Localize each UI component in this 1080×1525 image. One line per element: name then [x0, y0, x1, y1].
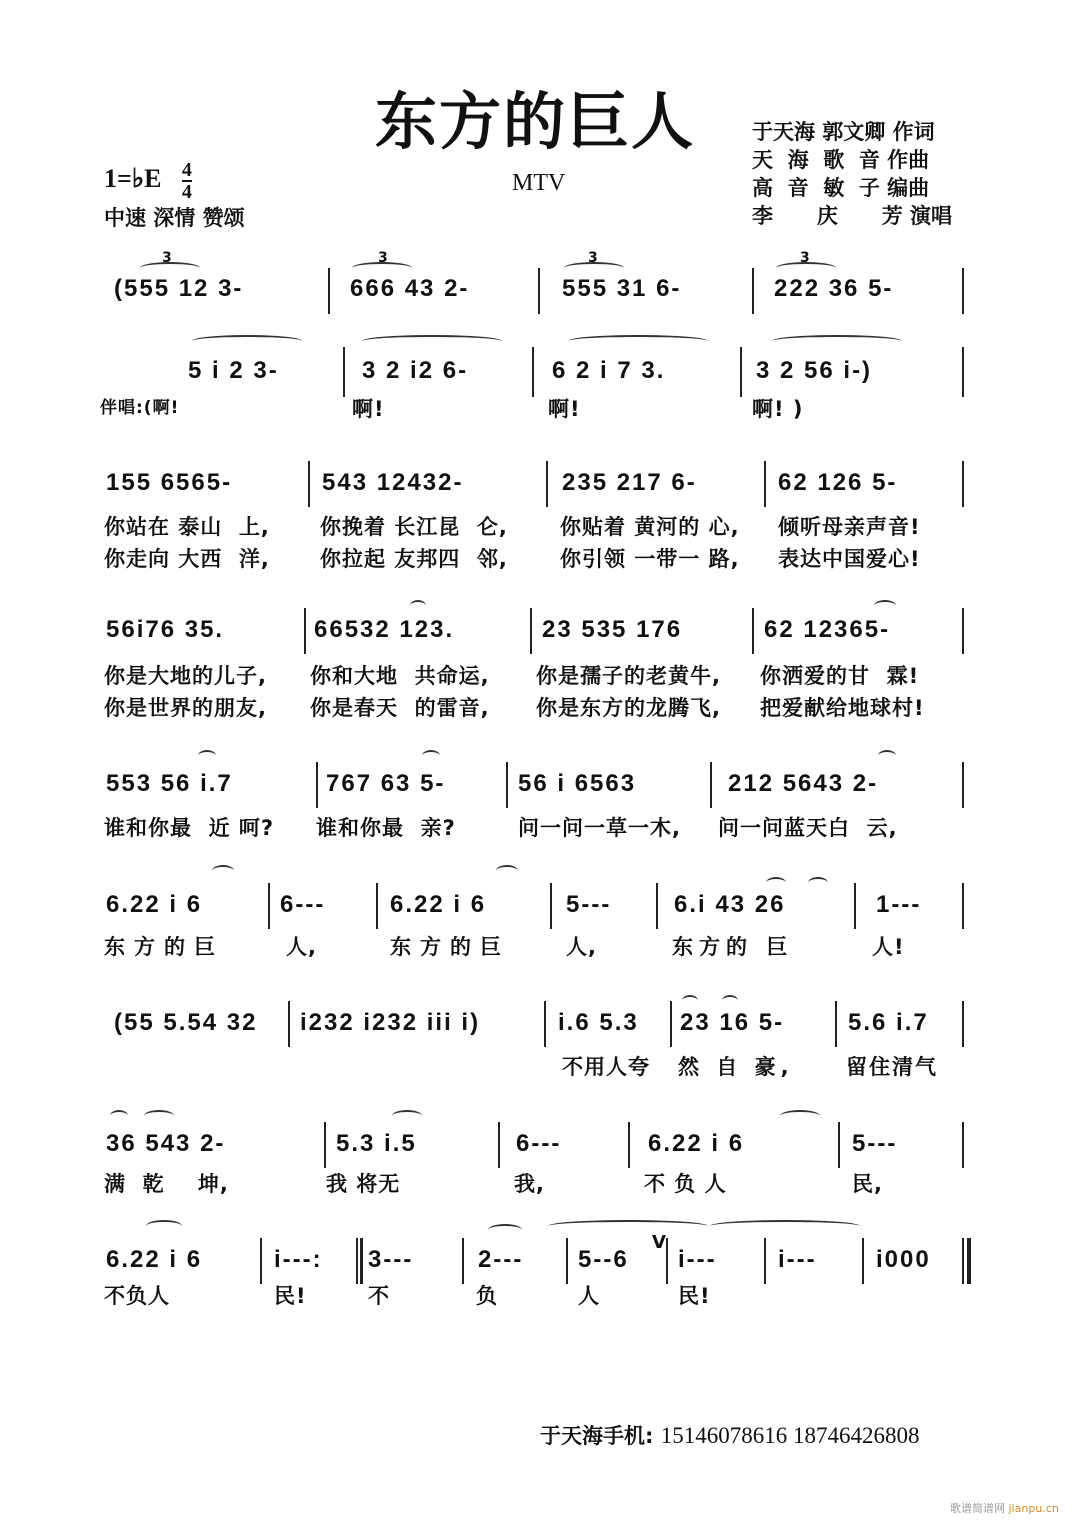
- credit-arranger: 高 音 敏 子 编曲: [752, 176, 930, 200]
- lyric: 谁和你最 近 呵?: [104, 816, 275, 840]
- slur: [352, 262, 412, 274]
- bar-line: [752, 608, 754, 654]
- bar-line: [532, 347, 534, 397]
- measure: 543 12432-: [322, 469, 464, 496]
- score-row-6: [100, 865, 980, 965]
- measure: 23 535 176: [542, 616, 683, 643]
- bar-line: [308, 461, 310, 507]
- bar-line: [962, 1122, 964, 1168]
- lyric: 谁和你最 亲?: [316, 816, 456, 840]
- slur: [776, 262, 836, 274]
- lyric: 民,: [852, 1172, 883, 1196]
- lyric: 民!: [678, 1284, 711, 1308]
- lyric: 表达中国爱心!: [778, 547, 921, 571]
- bar-line: [962, 347, 964, 397]
- measure: 62 12365-: [764, 616, 891, 643]
- measure: 5.3 i.5: [336, 1130, 417, 1157]
- triplet-mark: 3: [588, 250, 598, 266]
- slur: [878, 750, 896, 762]
- lyric: 你是孺子的老黄牛,: [536, 664, 721, 688]
- measure: 3 2 56 i-): [756, 357, 873, 384]
- measure: 6---: [516, 1130, 562, 1157]
- measure: i232 i232 iii i): [300, 1009, 481, 1036]
- slur: [392, 1110, 422, 1122]
- lyric: 你和大地 共命运,: [310, 664, 490, 688]
- bar-line: [764, 1238, 766, 1284]
- lyric: 满 乾 坤,: [104, 1172, 229, 1196]
- watermark: [950, 1500, 1059, 1516]
- slur: [710, 1220, 860, 1232]
- key-signature: [104, 160, 192, 202]
- final-barline-thick: [967, 1238, 971, 1284]
- measure: i---:: [274, 1246, 323, 1273]
- bar-line: [962, 883, 964, 929]
- slur: [410, 600, 426, 612]
- credit-composer: 天 海 歌 音 作曲: [752, 148, 930, 172]
- bar-line: [268, 883, 270, 929]
- bar-line: [752, 268, 754, 314]
- bar-line: [962, 608, 964, 654]
- bar-line: [962, 268, 964, 314]
- score-row-1: [100, 250, 980, 320]
- bar-line: [260, 1238, 262, 1284]
- slur: [548, 1220, 708, 1232]
- measure: (555 12 3-: [114, 275, 244, 302]
- lyric: 倾听母亲声音!: [778, 515, 921, 539]
- slur: [146, 1220, 182, 1232]
- lyric: 不: [368, 1284, 390, 1308]
- slur: [772, 335, 902, 347]
- tempo-marking: 中速 深情 赞颂: [104, 206, 245, 230]
- key-value: 1=♭E: [104, 163, 162, 193]
- lyric: 留住清气: [846, 1055, 938, 1079]
- lyric: 你是东方的龙腾飞,: [536, 696, 721, 720]
- slur: [110, 1110, 128, 1122]
- slur: [140, 262, 200, 274]
- measure: 3---: [368, 1246, 414, 1273]
- measure: 66532 123.: [314, 616, 455, 643]
- measure: 155 6565-: [106, 469, 233, 496]
- measure: 6.22 i 6: [106, 1246, 203, 1273]
- lyric: 民!: [274, 1284, 307, 1308]
- measure: i---: [678, 1246, 717, 1273]
- slur: [192, 335, 302, 347]
- watermark-site: jianpu.cn: [1008, 1502, 1059, 1515]
- bar-line: [962, 461, 964, 507]
- slur: [568, 335, 708, 347]
- measure: 5---: [566, 891, 612, 918]
- slur: [144, 1110, 174, 1122]
- lyric: 我,: [514, 1172, 545, 1196]
- lyric: 把爱献给地球村!: [760, 696, 925, 720]
- bar-line: [324, 1122, 326, 1168]
- measure: 1---: [876, 891, 922, 918]
- lyric: 你洒爱的甘 霖!: [760, 664, 920, 688]
- final-barline: [962, 1238, 964, 1284]
- watermark-text: 歌谱简谱网: [950, 1502, 1005, 1515]
- bar-line: [962, 762, 964, 808]
- lyric: 你贴着 黄河的 心,: [560, 515, 740, 539]
- bar-line: [656, 883, 658, 929]
- lyric: 你走向 大西 洋,: [104, 547, 270, 571]
- slur: [874, 600, 896, 612]
- credit-singer: 李 庆 芳 演唱: [752, 204, 953, 228]
- lyric: 我 将无: [326, 1172, 401, 1196]
- time-signature: $\frac{4}{4}$: [181, 159, 192, 203]
- measure: 36 543 2-: [106, 1130, 226, 1157]
- breath-mark: V: [652, 1232, 666, 1253]
- bar-line: [962, 1001, 964, 1047]
- bar-line: [328, 268, 330, 314]
- bar-line: [530, 608, 532, 654]
- measure: 56i76 35.: [106, 616, 225, 643]
- lyric: 你引领 一带一 路,: [560, 547, 740, 571]
- lyric: 伴唱:(啊!: [100, 398, 180, 418]
- slur: [198, 750, 216, 762]
- lyric: 人!: [872, 935, 905, 959]
- lyric: 你是春天 的雷音,: [310, 696, 490, 720]
- contact-label: 于天海手机:: [540, 1424, 654, 1448]
- measure: 56 i 6563: [518, 770, 637, 797]
- lyric: 不 负 人: [644, 1172, 727, 1196]
- bar-line: [666, 1238, 668, 1284]
- lyric: 人,: [286, 935, 317, 959]
- measure: 62 126 5-: [778, 469, 898, 496]
- lyric: 啊!: [548, 397, 581, 421]
- measure: (55 5.54 32: [114, 1009, 258, 1036]
- bar-line: [544, 1001, 546, 1047]
- measure: i000: [876, 1246, 931, 1273]
- lyric: 然 自 豪,: [678, 1055, 794, 1079]
- contact-phones: 15146078616 18746426808: [660, 1423, 920, 1448]
- measure: 2---: [478, 1246, 524, 1273]
- measure: 235 217 6-: [562, 469, 697, 496]
- slur: [682, 995, 698, 1007]
- credit-lyricist: 于天海 郭文卿 作词: [752, 120, 935, 144]
- measure: 222 36 5-: [774, 275, 894, 302]
- measure: 6---: [280, 891, 326, 918]
- bar-line: [740, 347, 742, 397]
- lyric: 人: [578, 1284, 600, 1308]
- lyric: 啊! ): [752, 397, 804, 421]
- measure: 666 43 2-: [350, 275, 470, 302]
- contact-footer: [540, 1420, 919, 1450]
- repeat-barline-thick: [360, 1238, 363, 1284]
- lyric: 负: [476, 1284, 498, 1308]
- slur: [722, 995, 738, 1007]
- lyric: 你拉起 友邦四 邻,: [320, 547, 508, 571]
- bar-line: [710, 762, 712, 808]
- lyric: 问一问一草一木,: [518, 816, 681, 840]
- triplet-mark: 3: [162, 250, 172, 266]
- score-row-7: [100, 995, 980, 1085]
- subtitle: MTV: [512, 170, 566, 196]
- song-title: 东方的巨人: [375, 85, 696, 158]
- slur: [422, 750, 440, 762]
- bar-line: [288, 1001, 290, 1047]
- measure: i---: [778, 1246, 817, 1273]
- slur: [212, 865, 234, 877]
- slur: [488, 1224, 522, 1236]
- lyric: 你是世界的朋友,: [104, 696, 267, 720]
- bar-line: [835, 1001, 837, 1047]
- lyric: 你挽着 长江昆 仑,: [320, 515, 508, 539]
- bar-line: [506, 762, 508, 808]
- slur: [362, 335, 502, 347]
- triplet-mark: 3: [378, 250, 388, 266]
- slur: [808, 877, 828, 889]
- lyric: 不用人夸: [562, 1055, 650, 1079]
- bar-line: [538, 268, 540, 314]
- bar-line: [670, 1001, 672, 1047]
- measure: 555 31 6-: [562, 275, 682, 302]
- slur: [564, 262, 624, 274]
- triplet-mark: 3: [800, 250, 810, 266]
- score-row-5: [100, 750, 980, 840]
- bar-line: [862, 1238, 864, 1284]
- repeat-barline: [356, 1238, 358, 1284]
- lyric: 你是大地的儿子,: [104, 664, 267, 688]
- measure: 5---: [852, 1130, 898, 1157]
- bar-line: [764, 461, 766, 507]
- measure: 6.i 43 26: [674, 891, 786, 918]
- bar-line: [838, 1122, 840, 1168]
- measure: 6.22 i 6: [106, 891, 203, 918]
- lyric: 东方的 巨: [672, 935, 794, 959]
- bar-line: [628, 1122, 630, 1168]
- score-row-8: [100, 1110, 980, 1200]
- lyric: 东方的巨: [390, 935, 510, 959]
- measure: 3 2 i2 6-: [362, 357, 469, 384]
- measure: 6.22 i 6: [390, 891, 487, 918]
- credits: [752, 118, 952, 230]
- measure: 212 5643 2-: [728, 770, 879, 797]
- bar-line: [343, 347, 345, 397]
- bar-line: [316, 762, 318, 808]
- lyric: 你站在 泰山 上,: [104, 515, 270, 539]
- bar-line: [376, 883, 378, 929]
- score-row-4: [100, 600, 980, 730]
- bar-line: [550, 883, 552, 929]
- lyric: 东方的巨: [104, 935, 224, 959]
- slur: [780, 1110, 820, 1122]
- lyric: 人,: [566, 935, 597, 959]
- measure: 5.6 i.7: [848, 1009, 929, 1036]
- measure: 23 16 5-: [680, 1009, 785, 1036]
- bar-line: [304, 608, 306, 654]
- measure: 6.22 i 6: [648, 1130, 745, 1157]
- score-row-2: [100, 335, 980, 425]
- lyric: 啊!: [352, 397, 385, 421]
- measure: 5--6: [578, 1246, 629, 1273]
- bar-line: [566, 1238, 568, 1284]
- bar-line: [498, 1122, 500, 1168]
- slur: [766, 877, 786, 889]
- bar-line: [854, 883, 856, 929]
- bar-line: [462, 1238, 464, 1284]
- lyric: 问一问蓝天白 云,: [718, 816, 898, 840]
- measure: 767 63 5-: [326, 770, 446, 797]
- slur: [496, 865, 518, 877]
- measure: 553 56 i.7: [106, 770, 233, 797]
- measure: 6 2 i 7 3.: [552, 357, 666, 384]
- measure: 5 i 2 3-: [188, 357, 279, 384]
- score-row-3: [100, 455, 980, 595]
- lyric: 不负人: [104, 1284, 170, 1308]
- bar-line: [546, 461, 548, 507]
- measure: i.6 5.3: [558, 1009, 639, 1036]
- score-row-9: [100, 1220, 980, 1310]
